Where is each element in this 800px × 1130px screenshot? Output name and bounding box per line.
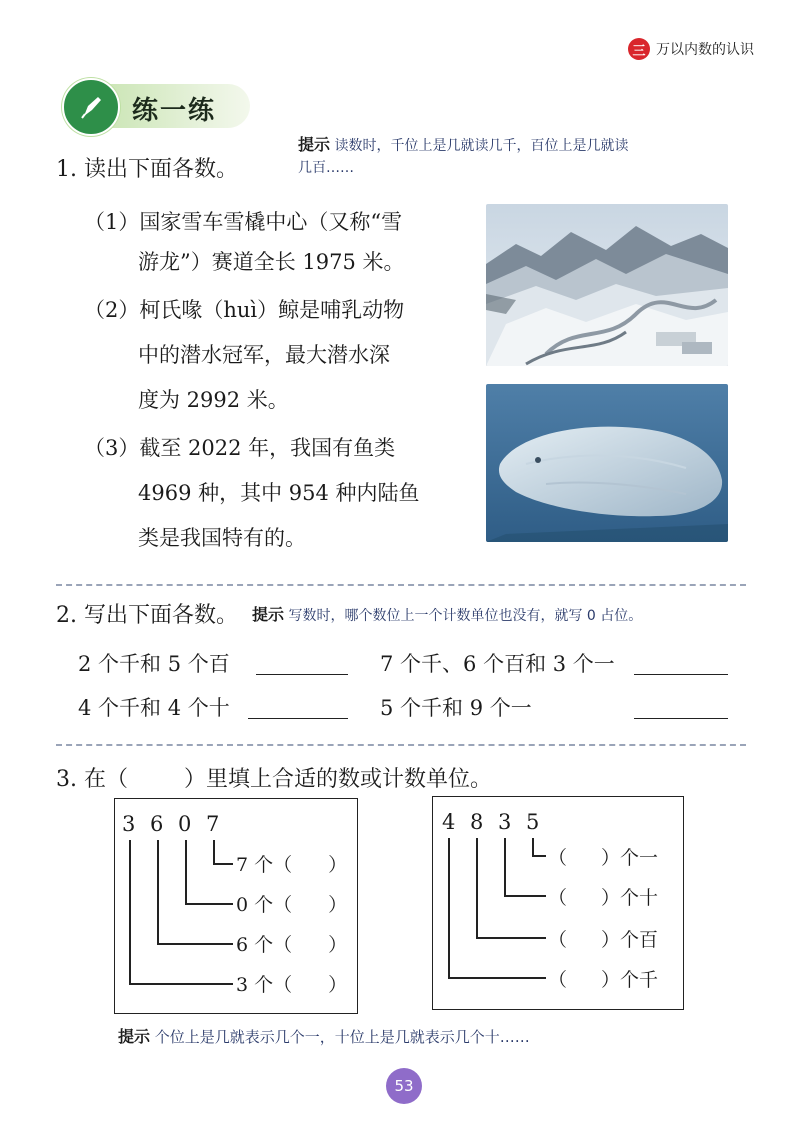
leader-line: [129, 840, 131, 984]
box1-row: [236, 930, 347, 957]
row-text: 0 个（: [236, 894, 293, 916]
leader-line: [213, 863, 233, 865]
leader-line: [504, 895, 546, 897]
digit: 0: [178, 812, 192, 836]
page-number: 53: [386, 1068, 422, 1104]
answer-blank[interactable]: [248, 692, 348, 719]
chapter-badge: 三: [628, 38, 650, 60]
row-text: 3 个（: [236, 974, 293, 996]
box1-row: [236, 890, 347, 917]
digit: 7: [206, 812, 220, 836]
box2-row: [548, 925, 658, 952]
item-text: 国家雪车雪橇中心（又称“雪: [139, 210, 403, 234]
leader-line: [448, 838, 450, 978]
q1-item-2: [84, 288, 404, 423]
leader-line: [532, 838, 534, 856]
leader-line: [185, 903, 233, 905]
digit: 3: [122, 812, 136, 836]
row-text: ）个十: [601, 887, 659, 909]
q3-heading: [56, 762, 492, 793]
item-text: 2 个千和 5 个百: [78, 652, 230, 676]
box1-row: [236, 850, 347, 877]
answer-blank[interactable]: [634, 648, 728, 675]
box1-row: [236, 970, 347, 997]
row-close: ）: [328, 974, 348, 996]
q1-heading: [56, 152, 238, 183]
whale-photo: [486, 384, 728, 542]
item-text: 度为 2992 米。: [138, 388, 289, 412]
answer-blank[interactable]: [634, 692, 728, 719]
leader-line: [504, 838, 506, 896]
box2-row: [548, 965, 658, 992]
leader-line: [532, 855, 546, 857]
row-text: ）个千: [601, 969, 659, 991]
answer-blank[interactable]: [256, 648, 348, 675]
q2-item-3: [78, 692, 230, 722]
leader-line: [213, 840, 215, 864]
q3-number: 3.: [56, 767, 77, 792]
box2-row: [548, 883, 658, 910]
hint-label: 提示: [298, 135, 331, 154]
q1-prompt: 读出下面各数。: [84, 157, 239, 182]
q2-hint: [252, 602, 642, 625]
divider: [56, 584, 746, 586]
q2-item-2: [380, 648, 615, 678]
q2-item-4: [380, 692, 532, 722]
item-text: 类是我国特有的。: [138, 526, 306, 550]
item-text: 截至 2022 年，我国有鱼类: [139, 436, 396, 460]
item-text: 4969 种，其中 954 种内陆鱼: [138, 481, 420, 505]
q2-prompt: 写出下面各数。: [84, 603, 239, 628]
digit: 3: [498, 810, 512, 834]
digit: 8: [470, 810, 484, 834]
q1-item-1: [84, 202, 405, 282]
chapter-header: [628, 38, 754, 60]
q3-hint: [118, 1024, 530, 1047]
q3-prompt-after: ）里填上合适的数或计数单位。: [184, 767, 493, 792]
leader-line: [448, 977, 546, 979]
item-label: （2）: [84, 298, 140, 322]
sliding-center-photo: [486, 204, 728, 366]
box2-row: [548, 843, 658, 870]
item-text: 5 个千和 9 个一: [380, 696, 532, 720]
hint-label: 提示: [252, 605, 285, 624]
row-open: （: [548, 969, 568, 991]
leader-line: [157, 840, 159, 944]
item-label: （1）: [84, 210, 140, 234]
leader-line: [157, 943, 233, 945]
row-text: 7 个（: [236, 854, 293, 876]
q1-hint-line1: 读数时，千位上是几就读几千，百位上是几就读: [334, 138, 629, 154]
digit: 4: [442, 810, 456, 834]
row-open: （: [548, 929, 568, 951]
q3-prompt-before: 在（: [84, 767, 129, 792]
pencil-icon: [62, 78, 120, 136]
chapter-title: 万以内数的认识: [656, 42, 754, 58]
q2-item-1: [78, 648, 230, 678]
q2-number: 2.: [56, 603, 77, 628]
row-text: 6 个（: [236, 934, 293, 956]
q3-hint-text: 个位上是几就表示几个一，十位上是几就表示几个十……: [154, 1028, 530, 1046]
item-label: （3）: [84, 436, 140, 460]
row-close: ）: [328, 894, 348, 916]
item-text: 柯氏喙（huì）鲸是哺乳动物: [139, 298, 405, 322]
divider: [56, 744, 746, 746]
leader-line: [476, 838, 478, 938]
row-text: ）个百: [601, 929, 659, 951]
q1-item-3: [84, 426, 420, 561]
section-title: 练一练: [132, 96, 217, 126]
q2-hint-text: 写数时，哪个数位上一个计数单位也没有，就写 0 占位。: [288, 608, 643, 624]
q1-number: 1.: [56, 157, 77, 182]
row-close: ）: [328, 934, 348, 956]
item-text: 游龙”）赛道全长 1975 米。: [138, 250, 405, 274]
row-open: （: [548, 847, 568, 869]
leader-line: [476, 937, 546, 939]
item-text: 4 个千和 4 个十: [78, 696, 230, 720]
q1-hint-line2: 几百……: [298, 160, 354, 176]
digit: 5: [526, 810, 540, 834]
item-text: 中的潜水冠军，最大潜水深: [138, 343, 390, 367]
leader-line: [129, 983, 233, 985]
hint-label: 提示: [118, 1027, 151, 1046]
q1-hint: [298, 134, 758, 179]
row-open: （: [548, 887, 568, 909]
digit: 6: [150, 812, 164, 836]
row-text: ）个一: [601, 847, 659, 869]
row-close: ）: [328, 854, 348, 876]
item-text: 7 个千、6 个百和 3 个一: [380, 652, 615, 676]
leader-line: [185, 840, 187, 904]
q2-heading: [56, 598, 238, 629]
